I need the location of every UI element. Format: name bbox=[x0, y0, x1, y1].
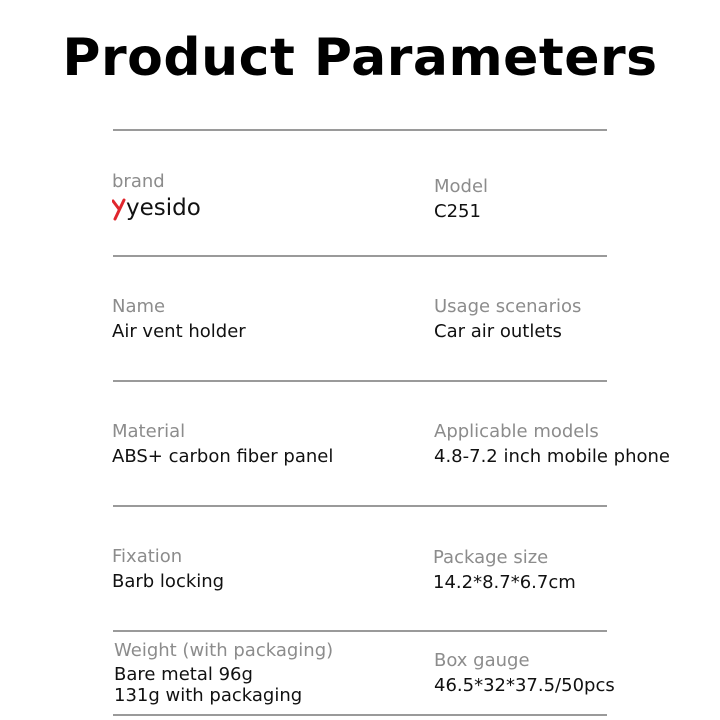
package-value: 14.2*8.7*6.7cm bbox=[433, 572, 576, 593]
model-value: C251 bbox=[434, 201, 481, 222]
name-cell bbox=[112, 296, 246, 343]
name-value: Air vent holder bbox=[112, 321, 246, 342]
applicable-value: 4.8-7.2 inch mobile phone bbox=[434, 446, 671, 467]
divider bbox=[113, 714, 607, 716]
material-label: Material bbox=[112, 421, 186, 442]
applicable-cell bbox=[434, 421, 670, 468]
model-label: Model bbox=[434, 176, 489, 197]
box-label: Box gauge bbox=[434, 650, 530, 671]
yesido-logo bbox=[112, 195, 222, 221]
usage-cell bbox=[434, 296, 581, 343]
page-title: Product Parameters bbox=[62, 28, 658, 88]
divider bbox=[113, 630, 607, 632]
fixation-label: Fixation bbox=[112, 546, 183, 567]
material-cell bbox=[112, 421, 333, 468]
fixation-value: Barb locking bbox=[112, 571, 225, 592]
fixation-cell bbox=[112, 546, 224, 593]
divider bbox=[113, 129, 607, 131]
name-label: Name bbox=[112, 296, 166, 317]
material-value: ABS+ carbon fiber panel bbox=[112, 446, 334, 467]
weight-label: Weight (with packaging) bbox=[114, 640, 334, 661]
usage-label: Usage scenarios bbox=[434, 296, 582, 317]
divider bbox=[113, 380, 607, 382]
box-cell bbox=[434, 650, 615, 697]
brand-label: brand bbox=[112, 171, 165, 192]
divider bbox=[113, 505, 607, 507]
model-cell bbox=[434, 176, 488, 223]
divider bbox=[113, 255, 607, 257]
usage-value: Car air outlets bbox=[434, 321, 562, 342]
weight-value-bare: Bare metal 96g bbox=[114, 664, 253, 685]
package-label: Package size bbox=[433, 547, 549, 568]
brand-cell bbox=[112, 171, 222, 221]
package-cell bbox=[433, 547, 576, 594]
weight-value-packaged: 131g with packaging bbox=[114, 685, 303, 706]
weight-cell bbox=[114, 640, 333, 706]
box-value: 46.5*32*37.5/50pcs bbox=[434, 675, 615, 696]
applicable-label: Applicable models bbox=[434, 421, 599, 442]
logo-text: yesido bbox=[126, 195, 201, 221]
